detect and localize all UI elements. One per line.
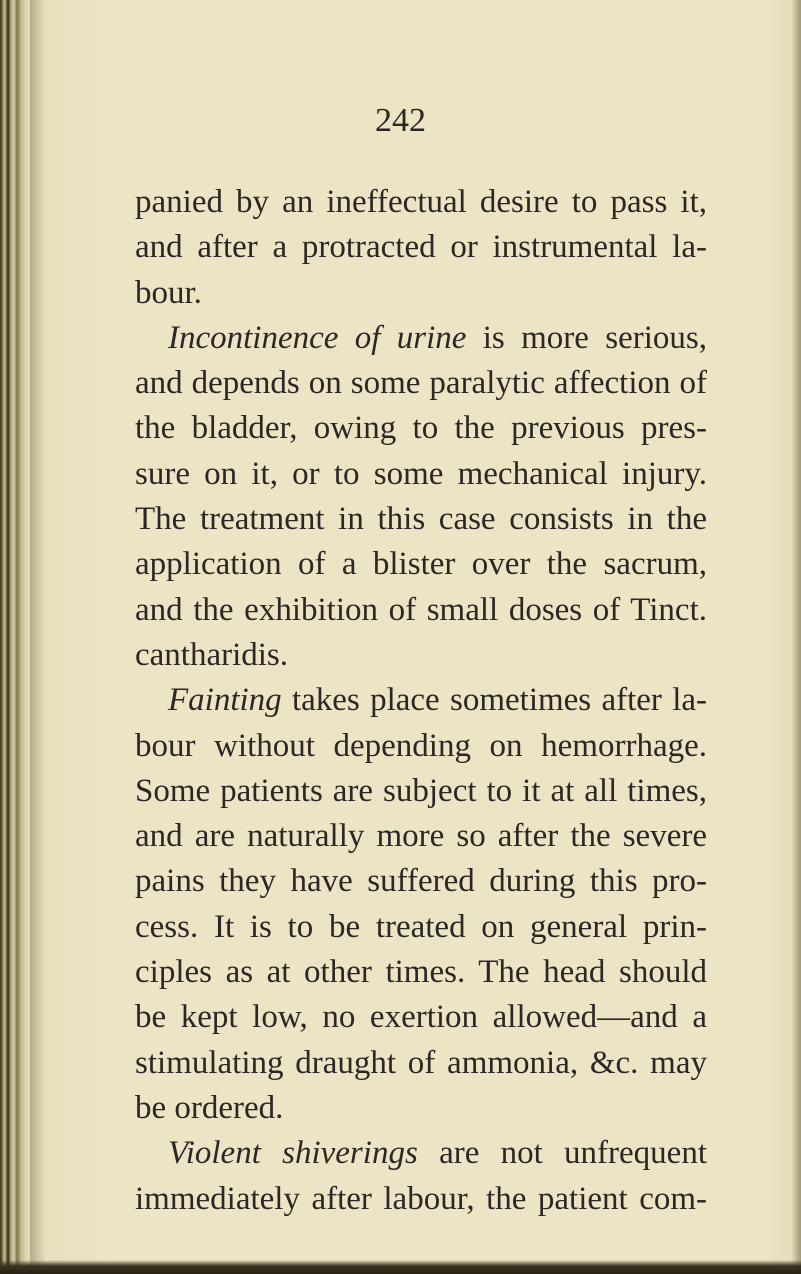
italic-term: Violent shiverings <box>168 1135 418 1172</box>
text-line: pains they have suffered during this pro- <box>135 863 707 900</box>
text-line: Fainting takes place sometimes after la- <box>168 682 707 719</box>
text-line: immediately after labour, the patient com- <box>135 1180 707 1217</box>
text-line: be kept low, no exertion allowed—and a <box>135 999 707 1036</box>
text-line: The treatment in this case consists in the <box>135 501 707 538</box>
text-line: and the exhibition of small doses of Tinct. <box>135 591 707 628</box>
text-line: ciples as at other times. The head should <box>135 954 707 991</box>
text-line: Some patients are subject to it at all times, <box>135 772 707 809</box>
text-line: and depends on some paralytic affection of <box>135 365 707 402</box>
text-line: Violent shiverings are not unfrequent <box>168 1135 707 1172</box>
page-right-edge <box>791 0 801 1274</box>
text-line: bour. <box>135 274 202 311</box>
text-line: the bladder, owing to the previous pres- <box>135 410 707 447</box>
text-line: stimulating draught of ammonia, &c. may <box>135 1044 707 1081</box>
text-line: application of a blister over the sacrum, <box>135 546 707 583</box>
text-line: cess. It is to be treated on general prin- <box>135 908 707 945</box>
text-line: and are naturally more so after the severe <box>135 818 707 855</box>
text-line: Incontinence of urine is more serious, <box>168 319 707 356</box>
body-text <box>135 180 707 1222</box>
text-line: be ordered. <box>135 1089 284 1126</box>
text-line: panied by an ineffectual desire to pass it, <box>135 184 707 220</box>
gutter-shadow <box>30 0 46 1274</box>
book-gutter <box>0 0 30 1274</box>
page-bottom-edge <box>0 1260 801 1274</box>
text-line: bour without depending on hemorrhage. <box>135 727 707 764</box>
text-line: cantharidis. <box>135 636 289 673</box>
italic-term: Fainting <box>168 682 282 719</box>
text-line: sure on it, or to some mechanical injury. <box>135 455 707 492</box>
italic-term: Incontinence of urine <box>168 319 467 356</box>
text-line: and after a protracted or instrumental la- <box>135 229 707 266</box>
page-number: 242 <box>375 102 426 139</box>
